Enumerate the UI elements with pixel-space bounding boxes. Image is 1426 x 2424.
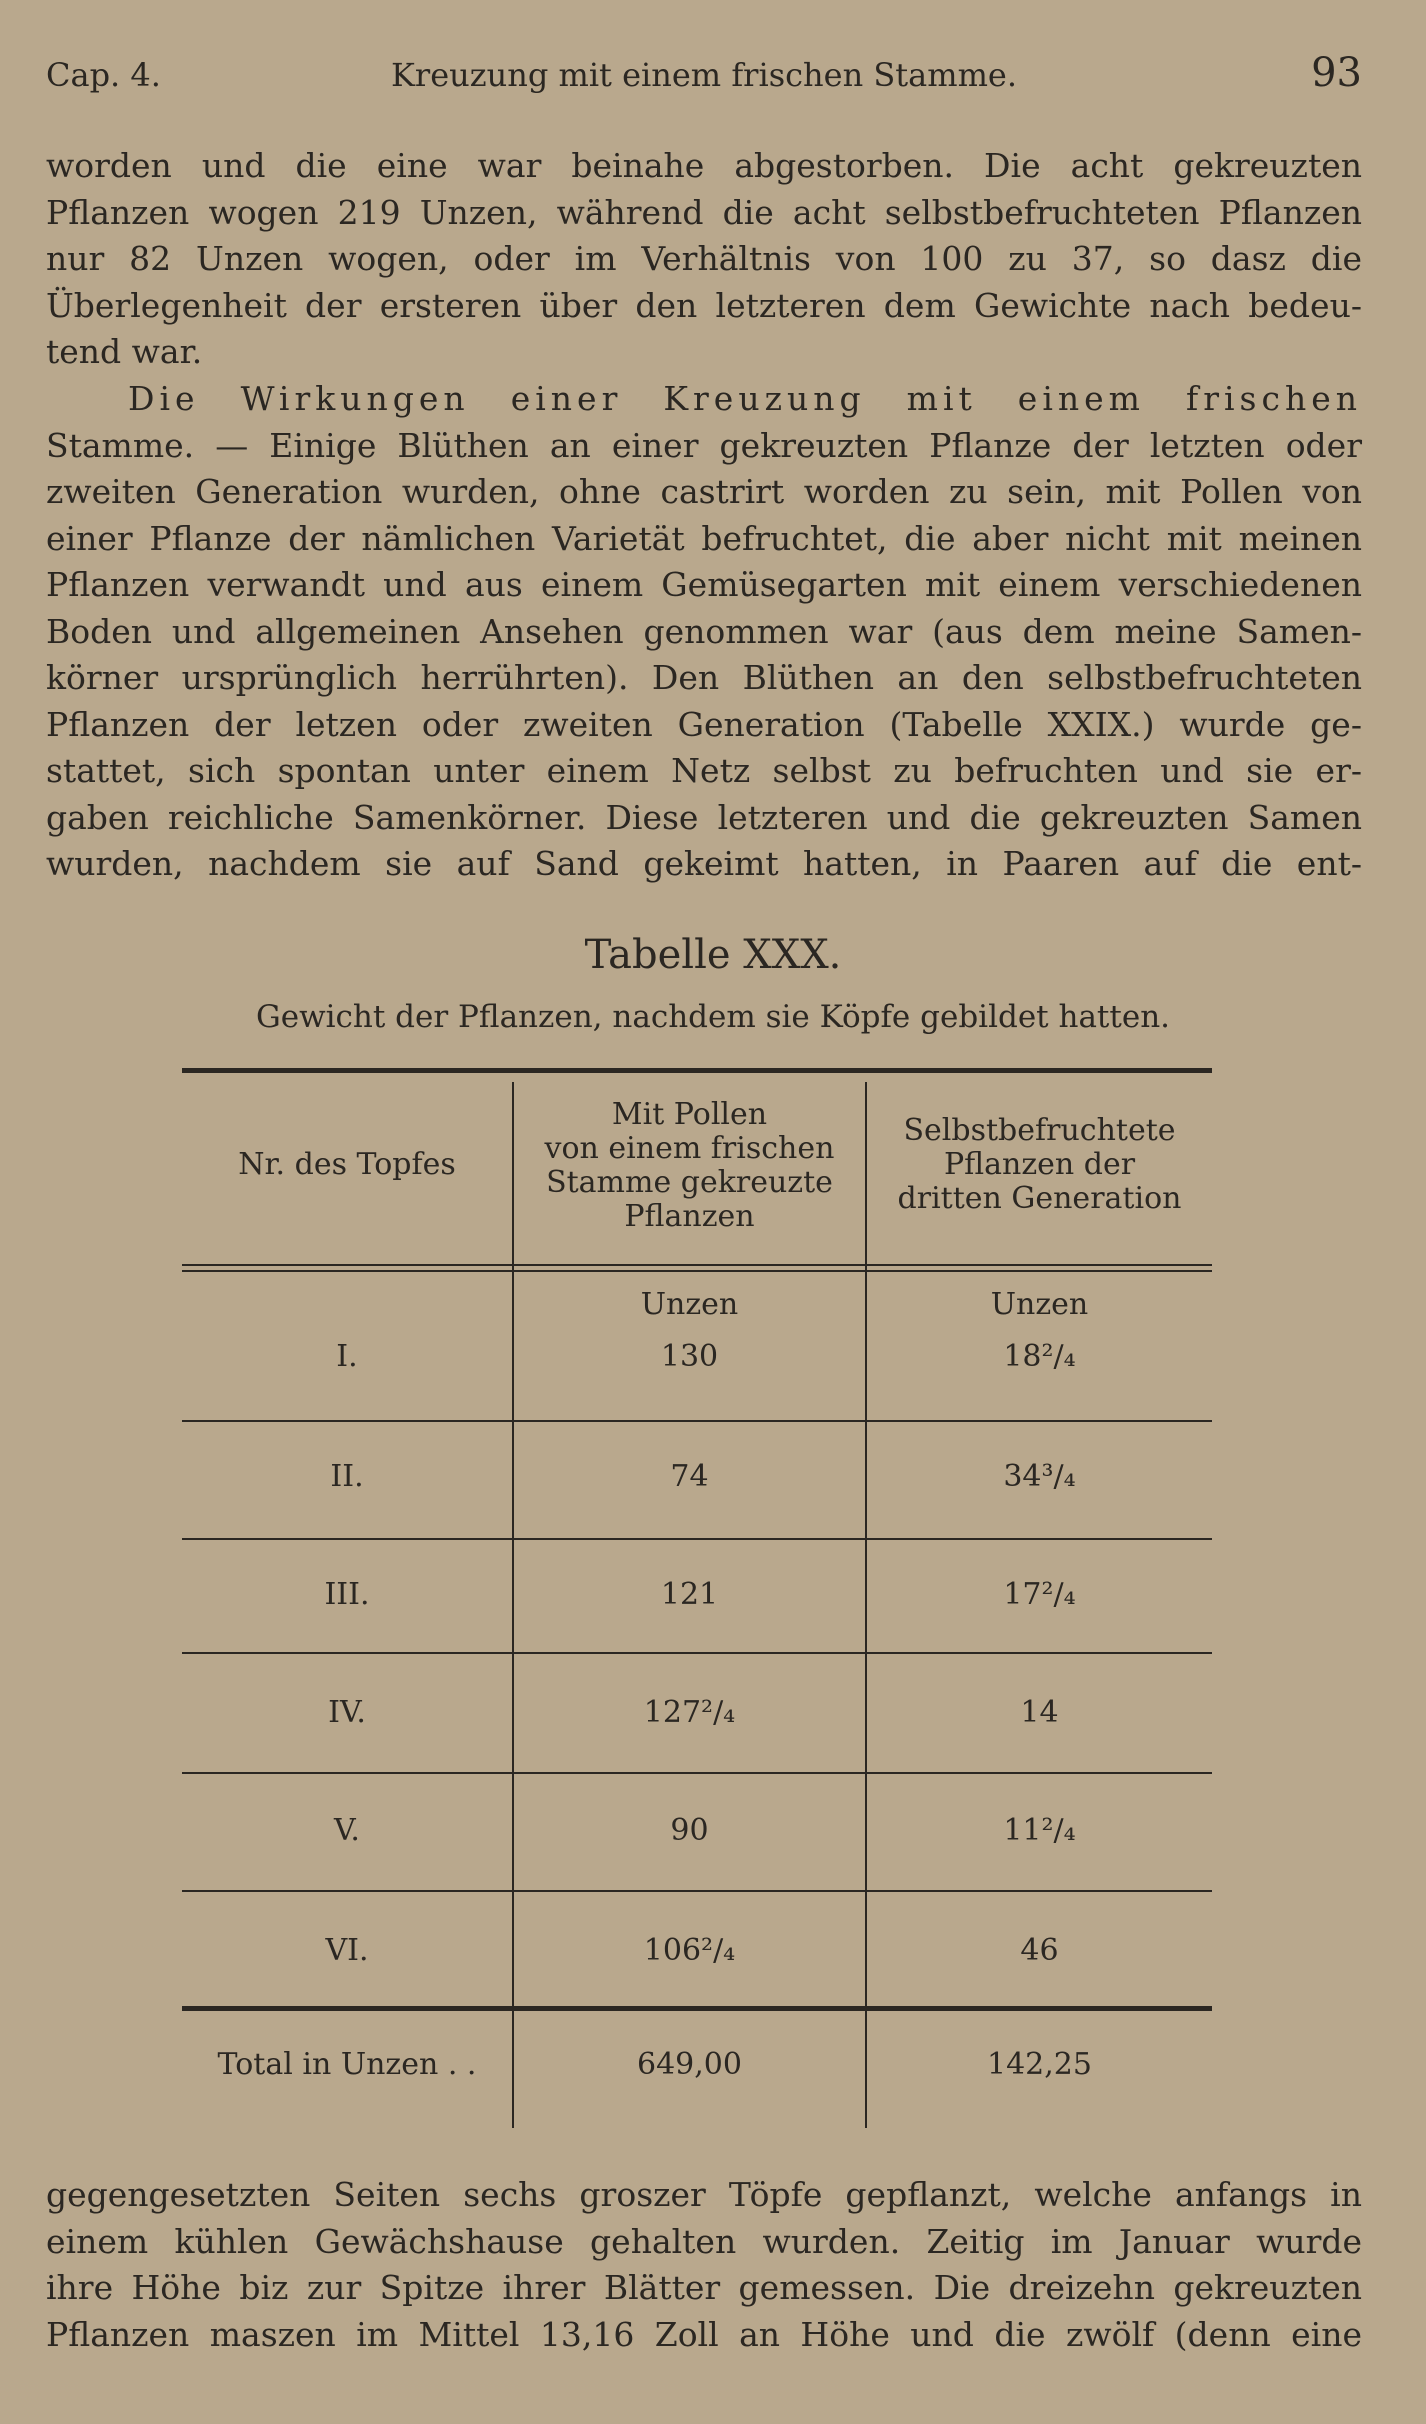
total-rule: [182, 2006, 1212, 2011]
crossed-weight: 127²/₄: [643, 1695, 736, 1730]
crossed-weight: 121: [660, 1577, 719, 1612]
text-line: stattet, sich spontan unter einem Netz selbst zu befruchten und sie er-: [46, 751, 1362, 790]
text-line: Boden und allgemeinen Ansehen genommen war (aus dem meine Samen-: [46, 611, 1362, 651]
crossed-weight: 90: [670, 1813, 709, 1848]
self-weight: 17²/₄: [1003, 1577, 1076, 1612]
pot-number: VI.: [325, 1933, 369, 1968]
paragraph-2: [46, 376, 1362, 888]
text-line: zweiten Generation wurden, ohne castrirt worden zu sein, mit Pollen von: [46, 472, 1362, 511]
text-line: nur 82 Unzen wogen, oder im Verhältnis von 100 zu 37, so dasz die: [46, 239, 1362, 278]
header-line: Pflanzen der: [943, 1147, 1136, 1182]
text-line: tend war.: [46, 332, 203, 371]
header-line: Stamme gekreuzte: [546, 1165, 833, 1200]
table-subtitle: Gewicht der Pflanzen, nachdem sie Köpfe gebildet hatten.: [255, 999, 1171, 1035]
text-line: körner ursprünglich herrührten). Den Blüthen an den selbstbefruchteten: [46, 658, 1362, 697]
header-line: Pflanzen: [624, 1199, 755, 1234]
section-heading: Die Wirkungen einer Kreuzung mit einem frischen: [128, 379, 1362, 418]
row-rule: [182, 1538, 1212, 1540]
self-weight: 11²/₄: [1003, 1813, 1076, 1848]
text-line: worden und die eine war beinahe abgestorben. Die acht gekreuzten: [46, 146, 1362, 185]
paragraph-1: [46, 143, 1362, 376]
total-self: 142,25: [987, 2047, 1092, 2082]
pot-number: III.: [324, 1577, 370, 1612]
crossed-weight: 106²/₄: [643, 1933, 736, 1968]
table-top-rule: [182, 1068, 1212, 1073]
self-weight: 34³/₄: [1003, 1459, 1076, 1494]
text-line: gaben reichliche Samenkörner. Diese letzteren und die gekreuzten Samen: [46, 797, 1362, 837]
running-header: [46, 50, 1362, 106]
text-line: gegengesetzten Seiten sechs groszer Töpfe gepflanzt, welche anfangs in: [46, 2175, 1362, 2214]
header-line: Mit Pollen: [611, 1097, 768, 1132]
table-title: Tabelle XXX.: [584, 932, 842, 978]
row-rule: [182, 1890, 1212, 1892]
paragraph-3: [46, 2172, 1362, 2358]
unit-label-self: Unzen: [990, 1287, 1089, 1322]
text-line: ihre Höhe biz zur Spitze ihrer Blätter gemessen. Die dreizehn gekreuzten: [46, 2268, 1362, 2307]
running-title: Kreuzung mit einem frischen Stamme.: [390, 56, 1018, 94]
header-line: von einem frischen: [544, 1131, 835, 1166]
page-number: 93: [1311, 50, 1362, 96]
self-weight: 18²/₄: [1003, 1339, 1076, 1374]
text-line: einer Pflanze der nämlichen Varietät befruchtet, die aber nicht mit meinen: [46, 518, 1362, 558]
crossed-weight: 74: [670, 1459, 709, 1494]
total-crossed: 649,00: [637, 2047, 742, 2082]
crossed-weight: 130: [660, 1339, 719, 1374]
col-header-self: [867, 1114, 1212, 1216]
header-line: dritten Generation: [897, 1181, 1182, 1216]
col-header-crossed: [514, 1098, 865, 1234]
self-weight: 46: [1020, 1933, 1059, 1968]
header-rule: [182, 1270, 1212, 1272]
chapter-label: Cap. 4.: [46, 56, 161, 94]
pot-number: I.: [336, 1339, 358, 1374]
pot-number: V.: [334, 1813, 360, 1848]
text-line: Pflanzen maszen im Mittel 13,16 Zoll an Höhe und die zwölf (denn eine: [46, 2314, 1362, 2354]
header-line: Selbstbefruchtete: [903, 1113, 1176, 1148]
text-line: Stamme. — Einige Blüthen an einer gekreuzten Pflanze der letzten oder: [46, 425, 1362, 465]
text-line: einem kühlen Gewächshause gehalten wurden. Zeitig im Januar wurde: [46, 2221, 1362, 2261]
text-line: Überlegenheit der ersteren über den letzteren dem Gewichte nach bedeu-: [46, 285, 1362, 325]
text-line: Pflanzen wogen 219 Unzen, während die acht selbstbefruchteten Pflanzen: [46, 192, 1362, 232]
header-rule: [182, 1264, 1212, 1266]
row-rule: [182, 1772, 1212, 1774]
self-weight: 14: [1020, 1695, 1059, 1730]
col-header-pot: Nr. des Topfes: [238, 1147, 456, 1182]
row-rule: [182, 1652, 1212, 1654]
row-rule: [182, 1420, 1212, 1422]
pot-number: II.: [330, 1459, 364, 1494]
pot-number: IV.: [328, 1695, 366, 1730]
total-label: Total in Unzen . .: [217, 2047, 477, 2082]
text-line: Pflanzen verwandt und aus einem Gemüsegarten mit einem verschiedenen: [46, 565, 1362, 604]
text-line: wurden, nachdem sie auf Sand gekeimt hatten, in Paaren auf die ent-: [46, 844, 1362, 883]
unit-label-crossed: Unzen: [640, 1287, 739, 1322]
weight-table: [182, 1068, 1212, 2128]
text-line: Pflanzen der letzen oder zweiten Generation (Tabelle XXIX.) wurde ge-: [46, 704, 1362, 744]
